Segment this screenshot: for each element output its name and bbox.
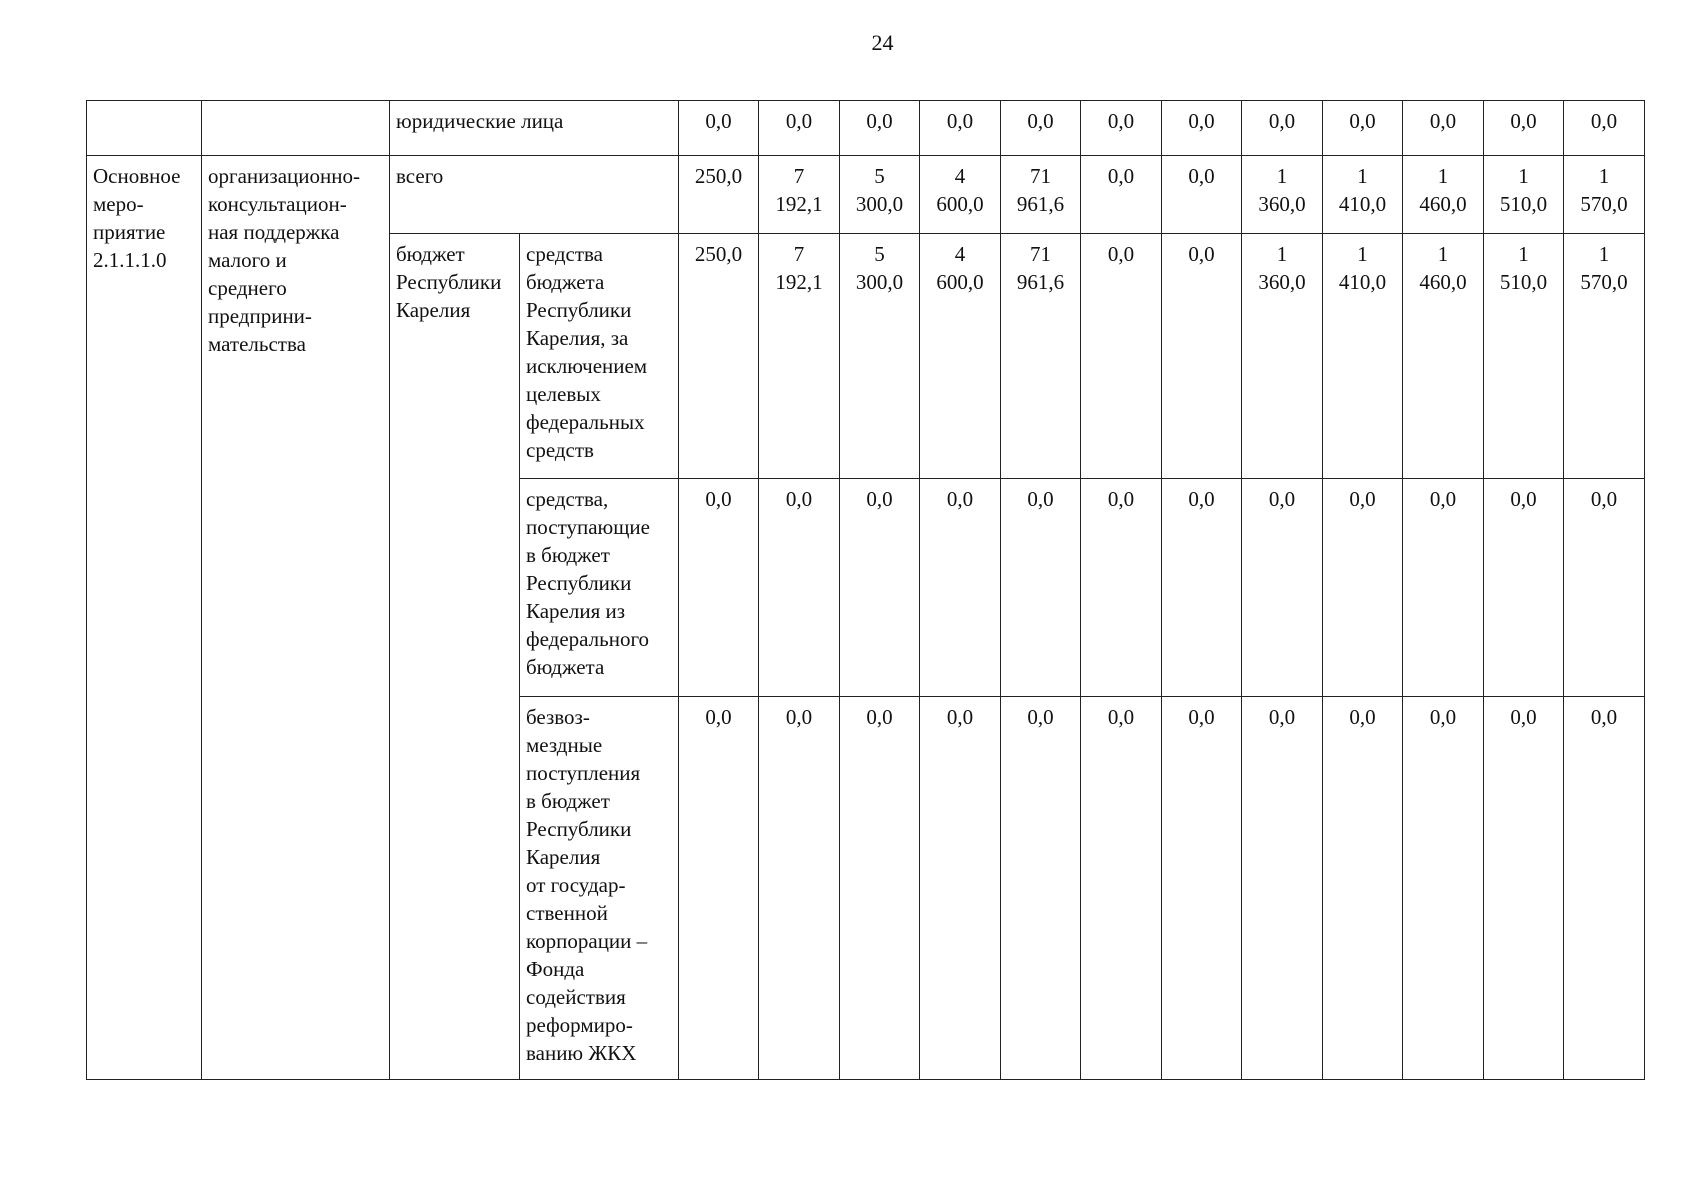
value-line: 7 <box>793 242 805 266</box>
row-label-total: всего <box>390 156 679 234</box>
value-line: 1 <box>1357 164 1368 188</box>
event-code-line: меро- <box>93 192 144 216</box>
value-line: 1 <box>1437 164 1449 188</box>
budget-source-cell <box>390 234 520 1080</box>
value-cell: 0,0 <box>1162 697 1242 1080</box>
value-cell: 0,0 <box>1403 101 1484 156</box>
value-cell <box>1564 234 1645 479</box>
label-line: корпорации – <box>526 929 648 953</box>
label-line: средства <box>526 242 604 266</box>
value-cell: 0,0 <box>920 697 1001 1080</box>
label-line: Республики <box>526 817 632 841</box>
event-name-line: предприни- <box>208 304 312 328</box>
value-line: 460,0 <box>1419 192 1467 216</box>
value-line: 1 <box>1598 242 1610 266</box>
value-cell: 0,0 <box>679 101 759 156</box>
value-line: 1 <box>1437 242 1449 266</box>
value-line: 71 <box>1030 164 1051 188</box>
value-cell <box>1484 234 1564 479</box>
value-cell: 0,0 <box>1564 479 1645 697</box>
value-cell <box>840 156 920 234</box>
event-name-line: организационно- <box>208 164 360 188</box>
row-label-fund-receipts <box>520 697 679 1080</box>
value-cell <box>1001 156 1081 234</box>
row-label-regional-funds <box>520 234 679 479</box>
value-line: 961,6 <box>1016 192 1065 216</box>
label-line: ванию ЖКХ <box>526 1041 637 1065</box>
value-cell: 0,0 <box>1484 697 1564 1080</box>
value-line: 600,0 <box>936 192 984 216</box>
value-cell: 0,0 <box>1081 101 1162 156</box>
value-cell: 0,0 <box>1323 101 1403 156</box>
value-cell <box>1323 156 1403 234</box>
value-cell: 0,0 <box>759 479 840 697</box>
value-line: 250,0 <box>694 242 743 266</box>
value-line: 410,0 <box>1338 270 1387 294</box>
label-line: Карелия из <box>526 599 626 623</box>
table-cell-empty <box>87 101 202 156</box>
budget-source-line: Карелия <box>396 298 471 322</box>
value-cell: 0,0 <box>1001 697 1081 1080</box>
value-line: 1 <box>1276 164 1288 188</box>
value-line: 300,0 <box>855 192 904 216</box>
value-line: 4 <box>954 164 966 188</box>
label-line: федеральных <box>526 410 645 434</box>
value-line: 0,0 <box>1188 164 1215 188</box>
event-name-line: консультацион- <box>208 192 347 216</box>
value-cell: 0,0 <box>679 479 759 697</box>
row-label-legal-entities: юридические лица <box>390 101 679 156</box>
value-cell: 0,0 <box>1564 697 1645 1080</box>
value-cell <box>920 234 1001 479</box>
value-line: 360,0 <box>1258 192 1306 216</box>
event-name-cell <box>202 156 390 1080</box>
value-cell <box>679 234 759 479</box>
value-cell: 0,0 <box>679 697 759 1080</box>
value-line: 5 <box>874 242 885 266</box>
value-line: 1 <box>1518 242 1529 266</box>
value-line: 1 <box>1276 242 1288 266</box>
value-line: 460,0 <box>1419 270 1467 294</box>
label-line: в бюджет <box>526 789 610 813</box>
event-code-line: приятие <box>93 220 166 244</box>
value-line: 600,0 <box>936 270 984 294</box>
label-line: ственной <box>526 901 608 925</box>
label-line: средств <box>526 438 594 462</box>
value-cell: 0,0 <box>1242 479 1323 697</box>
event-name-line: среднего <box>208 276 287 300</box>
value-cell <box>1403 234 1484 479</box>
value-cell <box>1323 234 1403 479</box>
label-line: бюджета <box>526 270 605 294</box>
budget-table <box>86 100 1645 1080</box>
value-cell <box>1081 156 1162 234</box>
value-cell <box>1564 156 1645 234</box>
value-cell <box>840 234 920 479</box>
value-cell: 0,0 <box>1242 697 1323 1080</box>
value-cell: 0,0 <box>759 101 840 156</box>
value-cell <box>1242 156 1323 234</box>
value-line: 192,1 <box>775 192 823 216</box>
value-cell: 0,0 <box>1081 697 1162 1080</box>
label-line: Республики <box>526 298 632 322</box>
event-code-line: 2.1.1.1.0 <box>93 248 167 272</box>
event-code-cell <box>87 156 202 1080</box>
value-line: 4 <box>954 242 966 266</box>
value-cell: 0,0 <box>1001 479 1081 697</box>
value-line: 7 <box>793 164 805 188</box>
value-line: 0,0 <box>1107 242 1135 266</box>
label-line: бюджета <box>526 655 605 679</box>
label-line: целевых <box>526 382 601 406</box>
value-cell <box>759 234 840 479</box>
label-line: Карелия <box>526 845 601 869</box>
event-name-line: малого и <box>208 248 287 272</box>
label-line: в бюджет <box>526 543 610 567</box>
value-line: 71 <box>1030 242 1051 266</box>
value-line: 250,0 <box>694 164 743 188</box>
value-cell: 0,0 <box>1242 101 1323 156</box>
value-cell: 0,0 <box>1081 479 1162 697</box>
value-line: 1 <box>1357 242 1368 266</box>
label-line: средства, <box>526 487 609 511</box>
value-line: 570,0 <box>1580 192 1628 216</box>
value-line: 0,0 <box>1188 242 1215 266</box>
value-cell <box>1242 234 1323 479</box>
value-line: 5 <box>874 164 885 188</box>
budget-source-line: Республики <box>396 270 502 294</box>
table-cell-empty <box>202 101 390 156</box>
value-line: 961,6 <box>1016 270 1065 294</box>
value-cell <box>1162 234 1242 479</box>
value-cell: 0,0 <box>759 697 840 1080</box>
event-name-line: мательства <box>208 332 306 356</box>
event-code-line: Основное <box>93 164 181 188</box>
value-cell: 0,0 <box>1162 101 1242 156</box>
value-cell: 0,0 <box>840 101 920 156</box>
value-line: 570,0 <box>1580 270 1628 294</box>
value-line: 300,0 <box>855 270 904 294</box>
value-cell <box>1081 234 1162 479</box>
label-line: исключением <box>526 354 648 378</box>
value-cell: 0,0 <box>1484 101 1564 156</box>
value-cell: 0,0 <box>1484 479 1564 697</box>
value-cell <box>1162 156 1242 234</box>
value-cell <box>1484 156 1564 234</box>
label-line: содействия <box>526 985 626 1009</box>
value-cell: 0,0 <box>920 479 1001 697</box>
label-line: Карелия, за <box>526 326 629 350</box>
value-cell <box>920 156 1001 234</box>
row-label-federal-funds <box>520 479 679 697</box>
value-cell: 0,0 <box>1001 101 1081 156</box>
value-cell: 0,0 <box>920 101 1001 156</box>
label-line: безвоз- <box>526 705 590 729</box>
value-cell: 0,0 <box>1403 697 1484 1080</box>
value-cell: 0,0 <box>1323 479 1403 697</box>
label-line: Фонда <box>526 957 585 981</box>
value-line: 1 <box>1598 164 1610 188</box>
value-line: 510,0 <box>1499 270 1548 294</box>
label-line: реформиро- <box>526 1013 633 1037</box>
label-line: от государ- <box>526 873 626 897</box>
page-number: 24 <box>871 30 894 55</box>
value-line: 510,0 <box>1499 192 1548 216</box>
value-cell <box>1001 234 1081 479</box>
event-name-line: ная поддержка <box>208 220 340 244</box>
value-line: 410,0 <box>1338 192 1387 216</box>
value-line: 0,0 <box>1107 164 1135 188</box>
label-line: поступающие <box>526 515 650 539</box>
label-line: Республики <box>526 571 632 595</box>
table-row-total <box>87 156 1645 234</box>
label-line: федерального <box>526 627 650 651</box>
value-cell: 0,0 <box>840 697 920 1080</box>
label-line: мездные <box>526 733 603 757</box>
label-line: поступления <box>526 761 641 785</box>
value-cell: 0,0 <box>1162 479 1242 697</box>
value-cell: 0,0 <box>1403 479 1484 697</box>
value-cell: 0,0 <box>1564 101 1645 156</box>
value-cell <box>759 156 840 234</box>
table-row-legal-entities <box>87 101 1645 156</box>
budget-source-line: бюджет <box>396 242 465 266</box>
value-line: 1 <box>1518 164 1529 188</box>
value-line: 192,1 <box>775 270 823 294</box>
value-cell <box>679 156 759 234</box>
value-cell: 0,0 <box>1323 697 1403 1080</box>
value-cell <box>1403 156 1484 234</box>
value-cell: 0,0 <box>840 479 920 697</box>
value-line: 360,0 <box>1258 270 1306 294</box>
